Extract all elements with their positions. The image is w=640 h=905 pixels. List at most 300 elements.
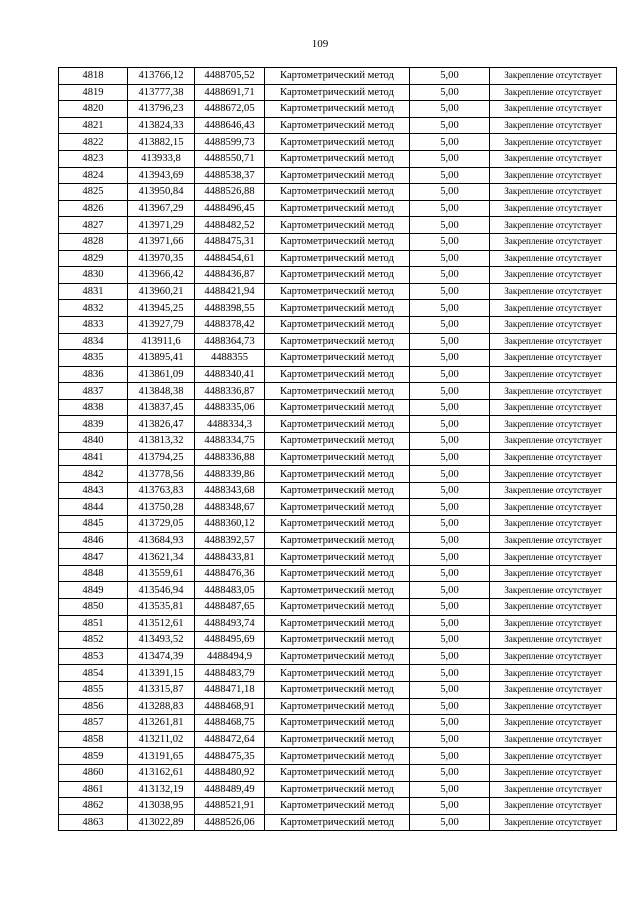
method-cell: Картометрический метод <box>265 383 410 400</box>
x-coordinate-cell: 413022,89 <box>128 814 195 831</box>
point-number-cell: 4850 <box>59 599 128 616</box>
point-number-cell: 4831 <box>59 283 128 300</box>
method-cell: Картометрический метод <box>265 582 410 599</box>
fixing-cell: Закрепление отсутствует <box>490 433 617 450</box>
point-number-cell: 4836 <box>59 366 128 383</box>
precision-cell: 5,00 <box>410 599 490 616</box>
fixing-cell: Закрепление отсутствует <box>490 217 617 234</box>
method-cell: Картометрический метод <box>265 233 410 250</box>
x-coordinate-cell: 413861,09 <box>128 366 195 383</box>
table-row <box>59 150 617 167</box>
method-cell: Картометрический метод <box>265 267 410 284</box>
y-coordinate-cell: 4488495,69 <box>195 632 265 649</box>
fixing-cell: Закрепление отсутствует <box>490 764 617 781</box>
y-coordinate-cell: 4488526,06 <box>195 814 265 831</box>
table-row <box>59 416 617 433</box>
point-number-cell: 4840 <box>59 433 128 450</box>
method-cell: Картометрический метод <box>265 316 410 333</box>
table-row <box>59 283 617 300</box>
x-coordinate-cell: 413837,45 <box>128 399 195 416</box>
x-coordinate-cell: 413211,02 <box>128 731 195 748</box>
x-coordinate-cell: 413971,66 <box>128 233 195 250</box>
precision-cell: 5,00 <box>410 300 490 317</box>
y-coordinate-cell: 4488476,36 <box>195 565 265 582</box>
method-cell: Картометрический метод <box>265 217 410 234</box>
point-number-cell: 4819 <box>59 84 128 101</box>
method-cell: Картометрический метод <box>265 615 410 632</box>
fixing-cell: Закрепление отсутствует <box>490 167 617 184</box>
table-row <box>59 798 617 815</box>
table-row <box>59 681 617 698</box>
fixing-cell: Закрепление отсутствует <box>490 466 617 483</box>
y-coordinate-cell: 4488646,43 <box>195 117 265 134</box>
precision-cell: 5,00 <box>410 615 490 632</box>
table-row <box>59 632 617 649</box>
point-number-cell: 4857 <box>59 715 128 732</box>
table-row <box>59 300 617 317</box>
x-coordinate-cell: 413911,6 <box>128 333 195 350</box>
y-coordinate-cell: 4488480,92 <box>195 764 265 781</box>
fixing-cell: Закрепление отсутствует <box>490 117 617 134</box>
fixing-cell: Закрепление отсутствует <box>490 615 617 632</box>
fixing-cell: Закрепление отсутствует <box>490 499 617 516</box>
method-cell: Картометрический метод <box>265 665 410 682</box>
point-number-cell: 4830 <box>59 267 128 284</box>
x-coordinate-cell: 413895,41 <box>128 350 195 367</box>
precision-cell: 5,00 <box>410 516 490 533</box>
fixing-cell: Закрепление отсутствует <box>490 748 617 765</box>
method-cell: Картометрический метод <box>265 366 410 383</box>
x-coordinate-cell: 413038,95 <box>128 798 195 815</box>
y-coordinate-cell: 4488468,75 <box>195 715 265 732</box>
fixing-cell: Закрепление отсутствует <box>490 582 617 599</box>
method-cell: Картометрический метод <box>265 150 410 167</box>
precision-cell: 5,00 <box>410 798 490 815</box>
point-number-cell: 4821 <box>59 117 128 134</box>
precision-cell: 5,00 <box>410 333 490 350</box>
method-cell: Картометрический метод <box>265 599 410 616</box>
fixing-cell: Закрепление отсутствует <box>490 267 617 284</box>
fixing-cell: Закрепление отсутствует <box>490 482 617 499</box>
x-coordinate-cell: 413493,52 <box>128 632 195 649</box>
point-number-cell: 4822 <box>59 134 128 151</box>
precision-cell: 5,00 <box>410 715 490 732</box>
x-coordinate-cell: 413882,15 <box>128 134 195 151</box>
fixing-cell: Закрепление отсутствует <box>490 200 617 217</box>
method-cell: Картометрический метод <box>265 333 410 350</box>
table-row <box>59 383 617 400</box>
precision-cell: 5,00 <box>410 731 490 748</box>
table-row <box>59 184 617 201</box>
y-coordinate-cell: 4488355 <box>195 350 265 367</box>
y-coordinate-cell: 4488691,71 <box>195 84 265 101</box>
x-coordinate-cell: 413162,61 <box>128 764 195 781</box>
precision-cell: 5,00 <box>410 665 490 682</box>
method-cell: Картометрический метод <box>265 101 410 118</box>
y-coordinate-cell: 4488436,87 <box>195 267 265 284</box>
y-coordinate-cell: 4488336,87 <box>195 383 265 400</box>
precision-cell: 5,00 <box>410 549 490 566</box>
x-coordinate-cell: 413824,33 <box>128 117 195 134</box>
fixing-cell: Закрепление отсутствует <box>490 300 617 317</box>
table-row <box>59 648 617 665</box>
fixing-cell: Закрепление отсутствует <box>490 814 617 831</box>
point-number-cell: 4826 <box>59 200 128 217</box>
method-cell: Картометрический метод <box>265 499 410 516</box>
method-cell: Картометрический метод <box>265 184 410 201</box>
fixing-cell: Закрепление отсутствует <box>490 599 617 616</box>
y-coordinate-cell: 4488421,94 <box>195 283 265 300</box>
y-coordinate-cell: 4488471,18 <box>195 681 265 698</box>
method-cell: Картометрический метод <box>265 731 410 748</box>
method-cell: Картометрический метод <box>265 449 410 466</box>
precision-cell: 5,00 <box>410 781 490 798</box>
y-coordinate-cell: 4488493,74 <box>195 615 265 632</box>
point-number-cell: 4829 <box>59 250 128 267</box>
method-cell: Картометрический метод <box>265 167 410 184</box>
fixing-cell: Закрепление отсутствует <box>490 565 617 582</box>
method-cell: Картометрический метод <box>265 433 410 450</box>
table-row <box>59 482 617 499</box>
method-cell: Картометрический метод <box>265 399 410 416</box>
x-coordinate-cell: 413684,93 <box>128 532 195 549</box>
method-cell: Картометрический метод <box>265 68 410 85</box>
method-cell: Картометрический метод <box>265 632 410 649</box>
method-cell: Картометрический метод <box>265 283 410 300</box>
point-number-cell: 4858 <box>59 731 128 748</box>
precision-cell: 5,00 <box>410 117 490 134</box>
x-coordinate-cell: 413261,81 <box>128 715 195 732</box>
y-coordinate-cell: 4488599,73 <box>195 134 265 151</box>
table-row <box>59 698 617 715</box>
point-number-cell: 4820 <box>59 101 128 118</box>
fixing-cell: Закрепление отсутствует <box>490 366 617 383</box>
table-row <box>59 516 617 533</box>
x-coordinate-cell: 413826,47 <box>128 416 195 433</box>
method-cell: Картометрический метод <box>265 814 410 831</box>
table-row <box>59 267 617 284</box>
x-coordinate-cell: 413848,38 <box>128 383 195 400</box>
precision-cell: 5,00 <box>410 764 490 781</box>
y-coordinate-cell: 4488468,91 <box>195 698 265 715</box>
fixing-cell: Закрепление отсутствует <box>490 681 617 698</box>
precision-cell: 5,00 <box>410 267 490 284</box>
table-row <box>59 84 617 101</box>
point-number-cell: 4818 <box>59 68 128 85</box>
precision-cell: 5,00 <box>410 68 490 85</box>
table-row <box>59 366 617 383</box>
point-number-cell: 4861 <box>59 781 128 798</box>
fixing-cell: Закрепление отсутствует <box>490 184 617 201</box>
y-coordinate-cell: 4488334,75 <box>195 433 265 450</box>
y-coordinate-cell: 4488398,55 <box>195 300 265 317</box>
precision-cell: 5,00 <box>410 681 490 698</box>
y-coordinate-cell: 4488494,9 <box>195 648 265 665</box>
precision-cell: 5,00 <box>410 233 490 250</box>
y-coordinate-cell: 4488538,37 <box>195 167 265 184</box>
x-coordinate-cell: 413960,21 <box>128 283 195 300</box>
x-coordinate-cell: 413813,32 <box>128 433 195 450</box>
table-row <box>59 764 617 781</box>
table-row <box>59 250 617 267</box>
point-number-cell: 4833 <box>59 316 128 333</box>
x-coordinate-cell: 413778,56 <box>128 466 195 483</box>
method-cell: Картометрический метод <box>265 84 410 101</box>
point-number-cell: 4847 <box>59 549 128 566</box>
table-row <box>59 134 617 151</box>
page-number: 109 <box>311 38 329 50</box>
x-coordinate-cell: 413943,69 <box>128 167 195 184</box>
precision-cell: 5,00 <box>410 134 490 151</box>
method-cell: Картометрический метод <box>265 648 410 665</box>
table-row <box>59 449 617 466</box>
point-number-cell: 4824 <box>59 167 128 184</box>
x-coordinate-cell: 413927,79 <box>128 316 195 333</box>
table-row <box>59 399 617 416</box>
method-cell: Картометрический метод <box>265 781 410 798</box>
precision-cell: 5,00 <box>410 499 490 516</box>
point-number-cell: 4844 <box>59 499 128 516</box>
x-coordinate-cell: 413971,29 <box>128 217 195 234</box>
precision-cell: 5,00 <box>410 482 490 499</box>
fixing-cell: Закрепление отсутствует <box>490 781 617 798</box>
point-number-cell: 4846 <box>59 532 128 549</box>
x-coordinate-cell: 413945,25 <box>128 300 195 317</box>
x-coordinate-cell: 413559,61 <box>128 565 195 582</box>
fixing-cell: Закрепление отсутствует <box>490 698 617 715</box>
precision-cell: 5,00 <box>410 748 490 765</box>
precision-cell: 5,00 <box>410 217 490 234</box>
y-coordinate-cell: 4488672,05 <box>195 101 265 118</box>
precision-cell: 5,00 <box>410 350 490 367</box>
point-number-cell: 4839 <box>59 416 128 433</box>
table-row <box>59 333 617 350</box>
fixing-cell: Закрепление отсутствует <box>490 250 617 267</box>
precision-cell: 5,00 <box>410 399 490 416</box>
point-number-cell: 4855 <box>59 681 128 698</box>
point-number-cell: 4823 <box>59 150 128 167</box>
point-number-cell: 4838 <box>59 399 128 416</box>
y-coordinate-cell: 4488489,49 <box>195 781 265 798</box>
precision-cell: 5,00 <box>410 565 490 582</box>
x-coordinate-cell: 413794,25 <box>128 449 195 466</box>
y-coordinate-cell: 4488550,71 <box>195 150 265 167</box>
point-number-cell: 4848 <box>59 565 128 582</box>
fixing-cell: Закрепление отсутствует <box>490 333 617 350</box>
y-coordinate-cell: 4488472,64 <box>195 731 265 748</box>
method-cell: Картометрический метод <box>265 798 410 815</box>
table-row <box>59 167 617 184</box>
y-coordinate-cell: 4488482,52 <box>195 217 265 234</box>
x-coordinate-cell: 413763,83 <box>128 482 195 499</box>
table-row <box>59 499 617 516</box>
method-cell: Картометрический метод <box>265 681 410 698</box>
fixing-cell: Закрепление отсутствует <box>490 532 617 549</box>
precision-cell: 5,00 <box>410 632 490 649</box>
method-cell: Картометрический метод <box>265 565 410 582</box>
point-number-cell: 4852 <box>59 632 128 649</box>
y-coordinate-cell: 4488340,41 <box>195 366 265 383</box>
precision-cell: 5,00 <box>410 648 490 665</box>
x-coordinate-cell: 413315,87 <box>128 681 195 698</box>
point-number-cell: 4828 <box>59 233 128 250</box>
method-cell: Картометрический метод <box>265 250 410 267</box>
y-coordinate-cell: 4488483,79 <box>195 665 265 682</box>
precision-cell: 5,00 <box>410 101 490 118</box>
fixing-cell: Закрепление отсутствует <box>490 350 617 367</box>
method-cell: Картометрический метод <box>265 117 410 134</box>
fixing-cell: Закрепление отсутствует <box>490 731 617 748</box>
table-row <box>59 316 617 333</box>
y-coordinate-cell: 4488360,12 <box>195 516 265 533</box>
fixing-cell: Закрепление отсутствует <box>490 449 617 466</box>
fixing-cell: Закрепление отсутствует <box>490 516 617 533</box>
method-cell: Картометрический метод <box>265 715 410 732</box>
table-row <box>59 350 617 367</box>
y-coordinate-cell: 4488483,05 <box>195 582 265 599</box>
x-coordinate-cell: 413777,38 <box>128 84 195 101</box>
fixing-cell: Закрепление отсутствует <box>490 383 617 400</box>
table-row <box>59 433 617 450</box>
fixing-cell: Закрепление отсутствует <box>490 134 617 151</box>
point-number-cell: 4856 <box>59 698 128 715</box>
y-coordinate-cell: 4488364,73 <box>195 333 265 350</box>
precision-cell: 5,00 <box>410 150 490 167</box>
x-coordinate-cell: 413621,34 <box>128 549 195 566</box>
x-coordinate-cell: 413132,19 <box>128 781 195 798</box>
y-coordinate-cell: 4488343,68 <box>195 482 265 499</box>
fixing-cell: Закрепление отсутствует <box>490 798 617 815</box>
precision-cell: 5,00 <box>410 532 490 549</box>
fixing-cell: Закрепление отсутствует <box>490 715 617 732</box>
y-coordinate-cell: 4488705,52 <box>195 68 265 85</box>
method-cell: Картометрический метод <box>265 482 410 499</box>
fixing-cell: Закрепление отсутствует <box>490 68 617 85</box>
x-coordinate-cell: 413729,05 <box>128 516 195 533</box>
y-coordinate-cell: 4488454,61 <box>195 250 265 267</box>
precision-cell: 5,00 <box>410 316 490 333</box>
precision-cell: 5,00 <box>410 383 490 400</box>
fixing-cell: Закрепление отсутствует <box>490 316 617 333</box>
x-coordinate-cell: 413535,81 <box>128 599 195 616</box>
table-row <box>59 233 617 250</box>
y-coordinate-cell: 4488526,88 <box>195 184 265 201</box>
y-coordinate-cell: 4488496,45 <box>195 200 265 217</box>
point-number-cell: 4842 <box>59 466 128 483</box>
table-row <box>59 217 617 234</box>
precision-cell: 5,00 <box>410 814 490 831</box>
table-row <box>59 615 617 632</box>
precision-cell: 5,00 <box>410 449 490 466</box>
precision-cell: 5,00 <box>410 200 490 217</box>
precision-cell: 5,00 <box>410 582 490 599</box>
x-coordinate-cell: 413288,83 <box>128 698 195 715</box>
y-coordinate-cell: 4488487,65 <box>195 599 265 616</box>
table-row <box>59 582 617 599</box>
precision-cell: 5,00 <box>410 283 490 300</box>
method-cell: Картометрический метод <box>265 764 410 781</box>
method-cell: Картометрический метод <box>265 532 410 549</box>
coordinates-table <box>58 67 617 831</box>
point-number-cell: 4860 <box>59 764 128 781</box>
coordinates-table-body <box>59 68 617 831</box>
table-row <box>59 731 617 748</box>
point-number-cell: 4859 <box>59 748 128 765</box>
x-coordinate-cell: 413967,29 <box>128 200 195 217</box>
method-cell: Картометрический метод <box>265 698 410 715</box>
point-number-cell: 4837 <box>59 383 128 400</box>
point-number-cell: 4851 <box>59 615 128 632</box>
table-row <box>59 101 617 118</box>
x-coordinate-cell: 413933,8 <box>128 150 195 167</box>
point-number-cell: 4834 <box>59 333 128 350</box>
y-coordinate-cell: 4488335,06 <box>195 399 265 416</box>
fixing-cell: Закрепление отсутствует <box>490 233 617 250</box>
fixing-cell: Закрепление отсутствует <box>490 84 617 101</box>
method-cell: Картометрический метод <box>265 416 410 433</box>
point-number-cell: 4827 <box>59 217 128 234</box>
x-coordinate-cell: 413750,28 <box>128 499 195 516</box>
x-coordinate-cell: 413966,42 <box>128 267 195 284</box>
table-row <box>59 549 617 566</box>
precision-cell: 5,00 <box>410 366 490 383</box>
y-coordinate-cell: 4488475,31 <box>195 233 265 250</box>
fixing-cell: Закрепление отсутствует <box>490 648 617 665</box>
point-number-cell: 4845 <box>59 516 128 533</box>
method-cell: Картометрический метод <box>265 549 410 566</box>
precision-cell: 5,00 <box>410 250 490 267</box>
method-cell: Картометрический метод <box>265 466 410 483</box>
fixing-cell: Закрепление отсутствует <box>490 150 617 167</box>
precision-cell: 5,00 <box>410 433 490 450</box>
y-coordinate-cell: 4488521,91 <box>195 798 265 815</box>
point-number-cell: 4853 <box>59 648 128 665</box>
table-row <box>59 781 617 798</box>
x-coordinate-cell: 413391,15 <box>128 665 195 682</box>
fixing-cell: Закрепление отсутствует <box>490 101 617 118</box>
method-cell: Картометрический метод <box>265 350 410 367</box>
table-row <box>59 532 617 549</box>
precision-cell: 5,00 <box>410 167 490 184</box>
table-row <box>59 565 617 582</box>
method-cell: Картометрический метод <box>265 200 410 217</box>
precision-cell: 5,00 <box>410 84 490 101</box>
point-number-cell: 4832 <box>59 300 128 317</box>
y-coordinate-cell: 4488475,35 <box>195 748 265 765</box>
table-row <box>59 466 617 483</box>
point-number-cell: 4849 <box>59 582 128 599</box>
point-number-cell: 4862 <box>59 798 128 815</box>
y-coordinate-cell: 4488378,42 <box>195 316 265 333</box>
point-number-cell: 4863 <box>59 814 128 831</box>
method-cell: Картометрический метод <box>265 748 410 765</box>
table-row <box>59 599 617 616</box>
x-coordinate-cell: 413950,84 <box>128 184 195 201</box>
fixing-cell: Закрепление отсутствует <box>490 549 617 566</box>
x-coordinate-cell: 413546,94 <box>128 582 195 599</box>
table-row <box>59 715 617 732</box>
method-cell: Картометрический метод <box>265 134 410 151</box>
y-coordinate-cell: 4488334,3 <box>195 416 265 433</box>
precision-cell: 5,00 <box>410 698 490 715</box>
y-coordinate-cell: 4488336,88 <box>195 449 265 466</box>
fixing-cell: Закрепление отсутствует <box>490 283 617 300</box>
point-number-cell: 4843 <box>59 482 128 499</box>
table-row <box>59 68 617 85</box>
x-coordinate-cell: 413796,23 <box>128 101 195 118</box>
precision-cell: 5,00 <box>410 416 490 433</box>
precision-cell: 5,00 <box>410 466 490 483</box>
